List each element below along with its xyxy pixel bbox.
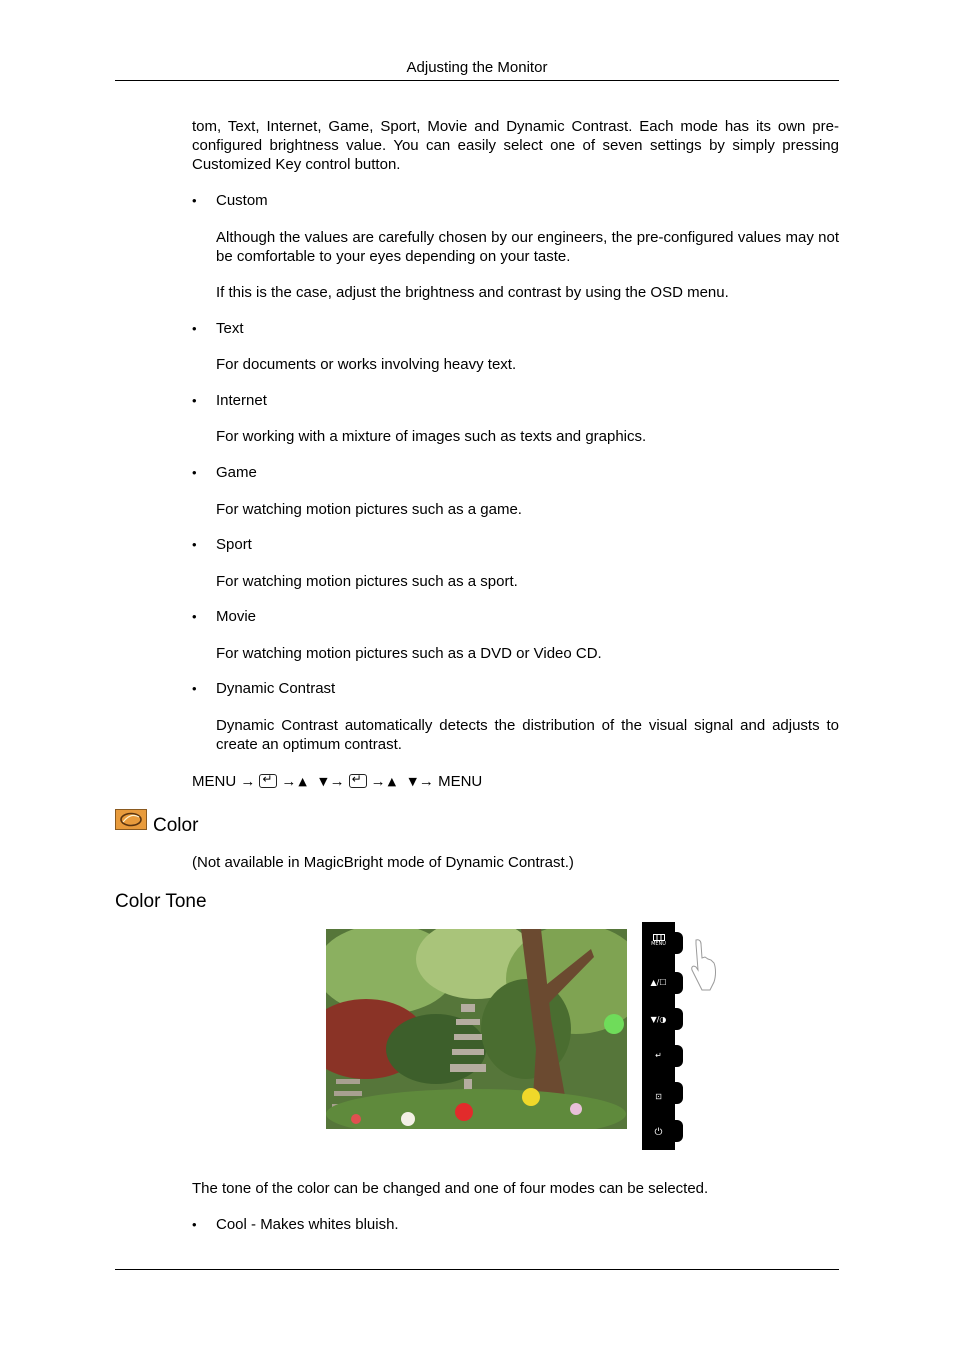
color-tone-desc: The tone of the color can be changed and one of four modes can be selected. — [192, 1180, 709, 1197]
menu-navigation-sequence: MENU → ↵ → ▲ ▼ → ↵ → ▲ ▼ → MENU — [192, 771, 482, 791]
garden-pagoda-photo — [326, 929, 627, 1129]
up-arrow-icon: ▲ — [298, 774, 307, 788]
bullet: • — [192, 193, 197, 208]
mode-desc-custom: Although the values are carefully chosen by our engineers, the pre-configured values may not be comfortable to your eyes depending on your taste. — [216, 229, 839, 265]
menu-button-label: MENU — [651, 941, 666, 947]
intro-bold: tom — [192, 118, 218, 135]
color-note: (Not available in MagicBright mode of Dynamic Contrast.) — [192, 854, 574, 871]
mode-desc-dynamic-contrast: Dynamic Contrast automatically detects the distribution of the visual signal and adjusts to create an optimum contrast. — [216, 717, 840, 753]
up-arrow-icon: ▲ — [387, 774, 397, 788]
mode-desc-sport: For watching motion pictures such as a sport. — [216, 573, 518, 590]
mode-desc-movie: For watching motion pictures such as a DVD or Video CD. — [216, 645, 602, 662]
mode-title-sport: Sport — [216, 536, 252, 553]
enter-key-icon — [349, 774, 367, 788]
intro-bold: Internet — [266, 118, 318, 135]
mode-desc-custom-2: If this is the case, adjust the brightness and contrast by using the OSD menu. — [216, 284, 729, 301]
color-heading: Color — [153, 815, 199, 836]
mode-title-text: Text — [216, 320, 244, 337]
down-arrow-icon: ▼ — [319, 774, 328, 788]
bullet: • — [192, 393, 197, 408]
mode-title-custom: Custom — [216, 192, 268, 209]
bullet: • — [192, 465, 197, 480]
monitor-control-panel — [642, 922, 675, 1150]
page-header-title: Adjusting the Monitor — [406, 59, 548, 76]
intro-bold: Sport — [380, 118, 417, 135]
intro-paragraph: tom, Text, Internet, Game, Sport, Movie and Dynamic Contrast. Each mode has its own pre-configured brightness value. You can easily select one of seven settings by simply pressing Customized Key control button. — [192, 118, 839, 173]
intro-bold: Customized Key — [192, 156, 302, 173]
bullet: • — [192, 1217, 197, 1232]
mode-title-movie: Movie — [216, 608, 257, 625]
bullet: • — [192, 609, 197, 624]
enter-key-icon — [259, 774, 277, 788]
intro-bold: Text — [227, 118, 256, 135]
bullet: • — [192, 537, 197, 552]
bullet: • — [192, 321, 197, 336]
power-button-icon: ⏻ — [654, 1127, 663, 1138]
source-button-icon: ⊡ — [655, 1092, 662, 1101]
header-rule — [115, 80, 839, 81]
intro-bold: Movie — [427, 118, 468, 135]
bullet: • — [192, 681, 197, 696]
intro-bold: Dynamic Contrast — [506, 118, 629, 135]
color-icon — [115, 809, 147, 830]
enter-button-icon: ↵ — [655, 1051, 662, 1060]
mode-desc-text: For documents or works involving heavy text. — [216, 356, 517, 373]
color-tone-heading: Color Tone — [115, 891, 207, 912]
hand-pointer-icon — [690, 938, 718, 996]
mode-desc-game: For watching motion pictures such as a game. — [216, 501, 522, 518]
down-contrast-button-icon: ▼/◑ — [650, 1015, 667, 1024]
up-brightness-button-icon: ▲/☐ — [650, 978, 667, 987]
mode-title-game: Game — [216, 464, 257, 481]
color-tone-cool: Cool - Makes whites bluish. — [216, 1216, 399, 1233]
footer-rule — [115, 1269, 839, 1270]
mode-desc-internet: For working with a mixture of images such as texts and graphics. — [216, 428, 647, 445]
mode-title-internet: Internet — [216, 392, 267, 409]
intro-bold: Game — [328, 118, 370, 135]
down-arrow-icon: ▼ — [408, 774, 417, 788]
mode-title-dynamic-contrast: Dynamic Contrast — [216, 680, 336, 697]
